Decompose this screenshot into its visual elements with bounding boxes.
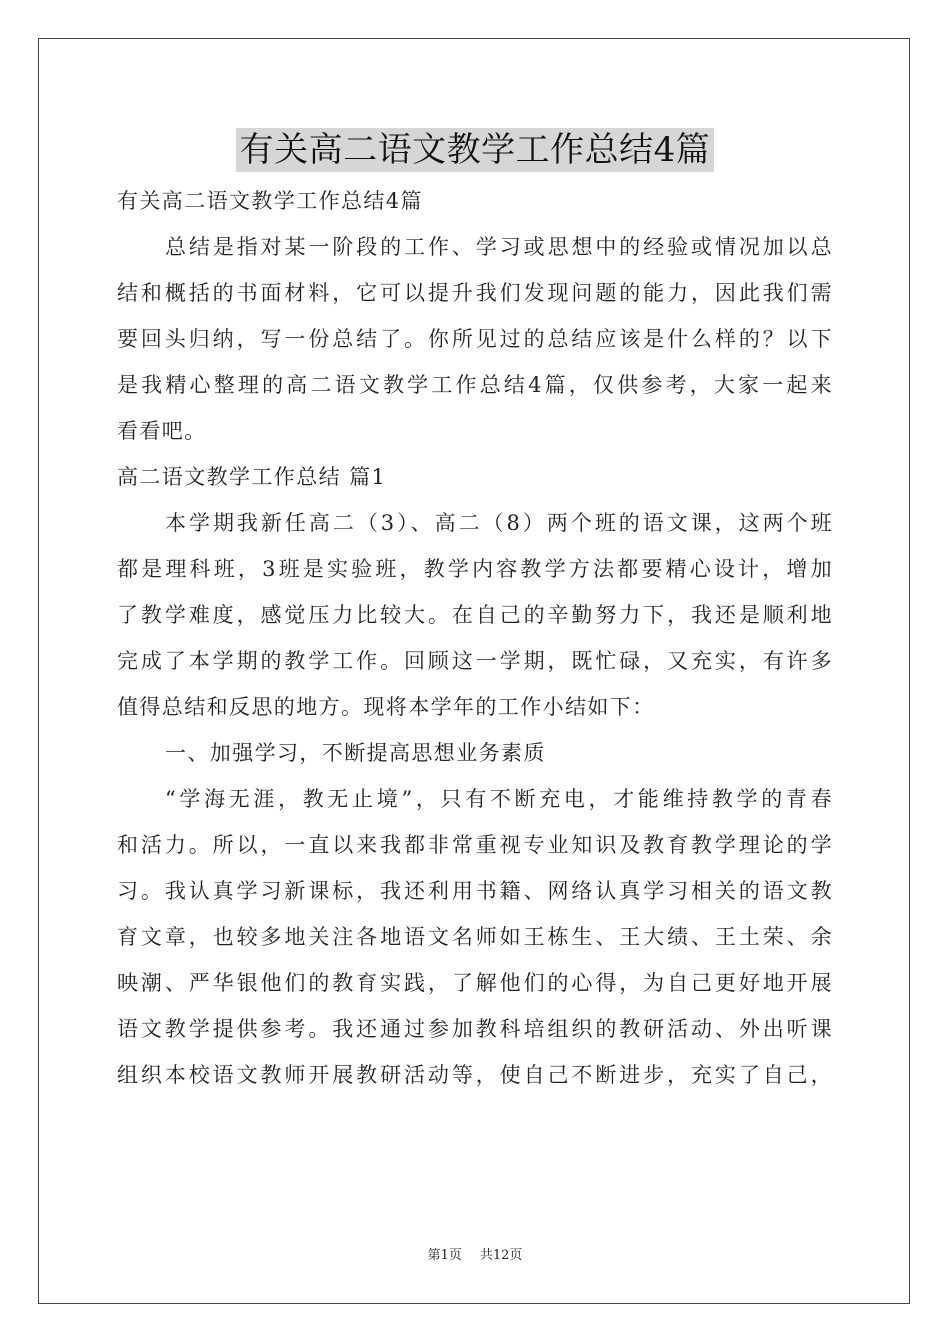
text-line: 映潮、严华银他们的教育实践，了解他们的心得，为自己更好地开展 (117, 971, 833, 995)
text-line: 结和概括的书面材料，它可以提升我们发现问题的能力，因此我们需 (117, 281, 833, 305)
text-line: 都是理科班，3班是实验班，教学内容教学方法都要精心设计，增加 (117, 557, 833, 581)
text-line: 一、加强学习，不断提高思想业务素质 (165, 741, 546, 765)
text-line: 组织本校语文教师开展教研活动等，使自己不断进步，充实了自己， (117, 1063, 833, 1087)
text-line: 了教学难度，感觉压力比较大。在自己的辛勤努力下，我还是顺利地 (117, 603, 833, 627)
text-line: 完成了本学期的教学工作。回顾这一学期，既忙碌，又充实，有许多 (117, 649, 833, 673)
text-line: 是我精心整理的高二语文教学工作总结4篇，仅供参考，大家一起来 (117, 373, 833, 397)
text-line: 总结是指对某一阶段的工作、学习或思想中的经验或情况加以总 (165, 235, 833, 259)
text-line: 本学期我新任高二（3）、高二（8）两个班的语文课，这两个班 (165, 511, 833, 535)
text-line: 习。我认真学习新课标，我还利用书籍、网络认真学习相关的语文教 (117, 879, 833, 903)
text-line: 和活力。所以，一直以来我都非常重视专业知识及教育教学理论的学 (117, 833, 833, 857)
text-line: 值得总结和反思的地方。现将本学年的工作小结如下： (117, 695, 655, 719)
document-title: 有关高二语文教学工作总结4篇 (236, 128, 715, 172)
page-number: 第1页 (427, 1248, 462, 1263)
text-line: 看看吧。 (117, 419, 207, 443)
page-count: 共12页 (479, 1248, 523, 1263)
title-container (0, 128, 950, 172)
text-line: 语文教学提供参考。我还通过参加教科培组织的教研活动、外出听课 (117, 1017, 833, 1041)
text-line: 有关高二语文教学工作总结4篇 (117, 189, 423, 213)
text-line: 育文章，也较多地关注各地语文名师如王栋生、王大绩、王土荣、余 (117, 925, 833, 949)
text-line: 要回头归纳，写一份总结了。你所见过的总结应该是什么样的？以下 (117, 327, 833, 351)
document-body (117, 178, 833, 1098)
text-line: “学海无涯，教无止境”，只有不断充电，才能维持教学的青春 (165, 787, 833, 811)
page-footer (0, 1244, 950, 1263)
text-line: 高二语文教学工作总结 篇1 (117, 465, 387, 489)
